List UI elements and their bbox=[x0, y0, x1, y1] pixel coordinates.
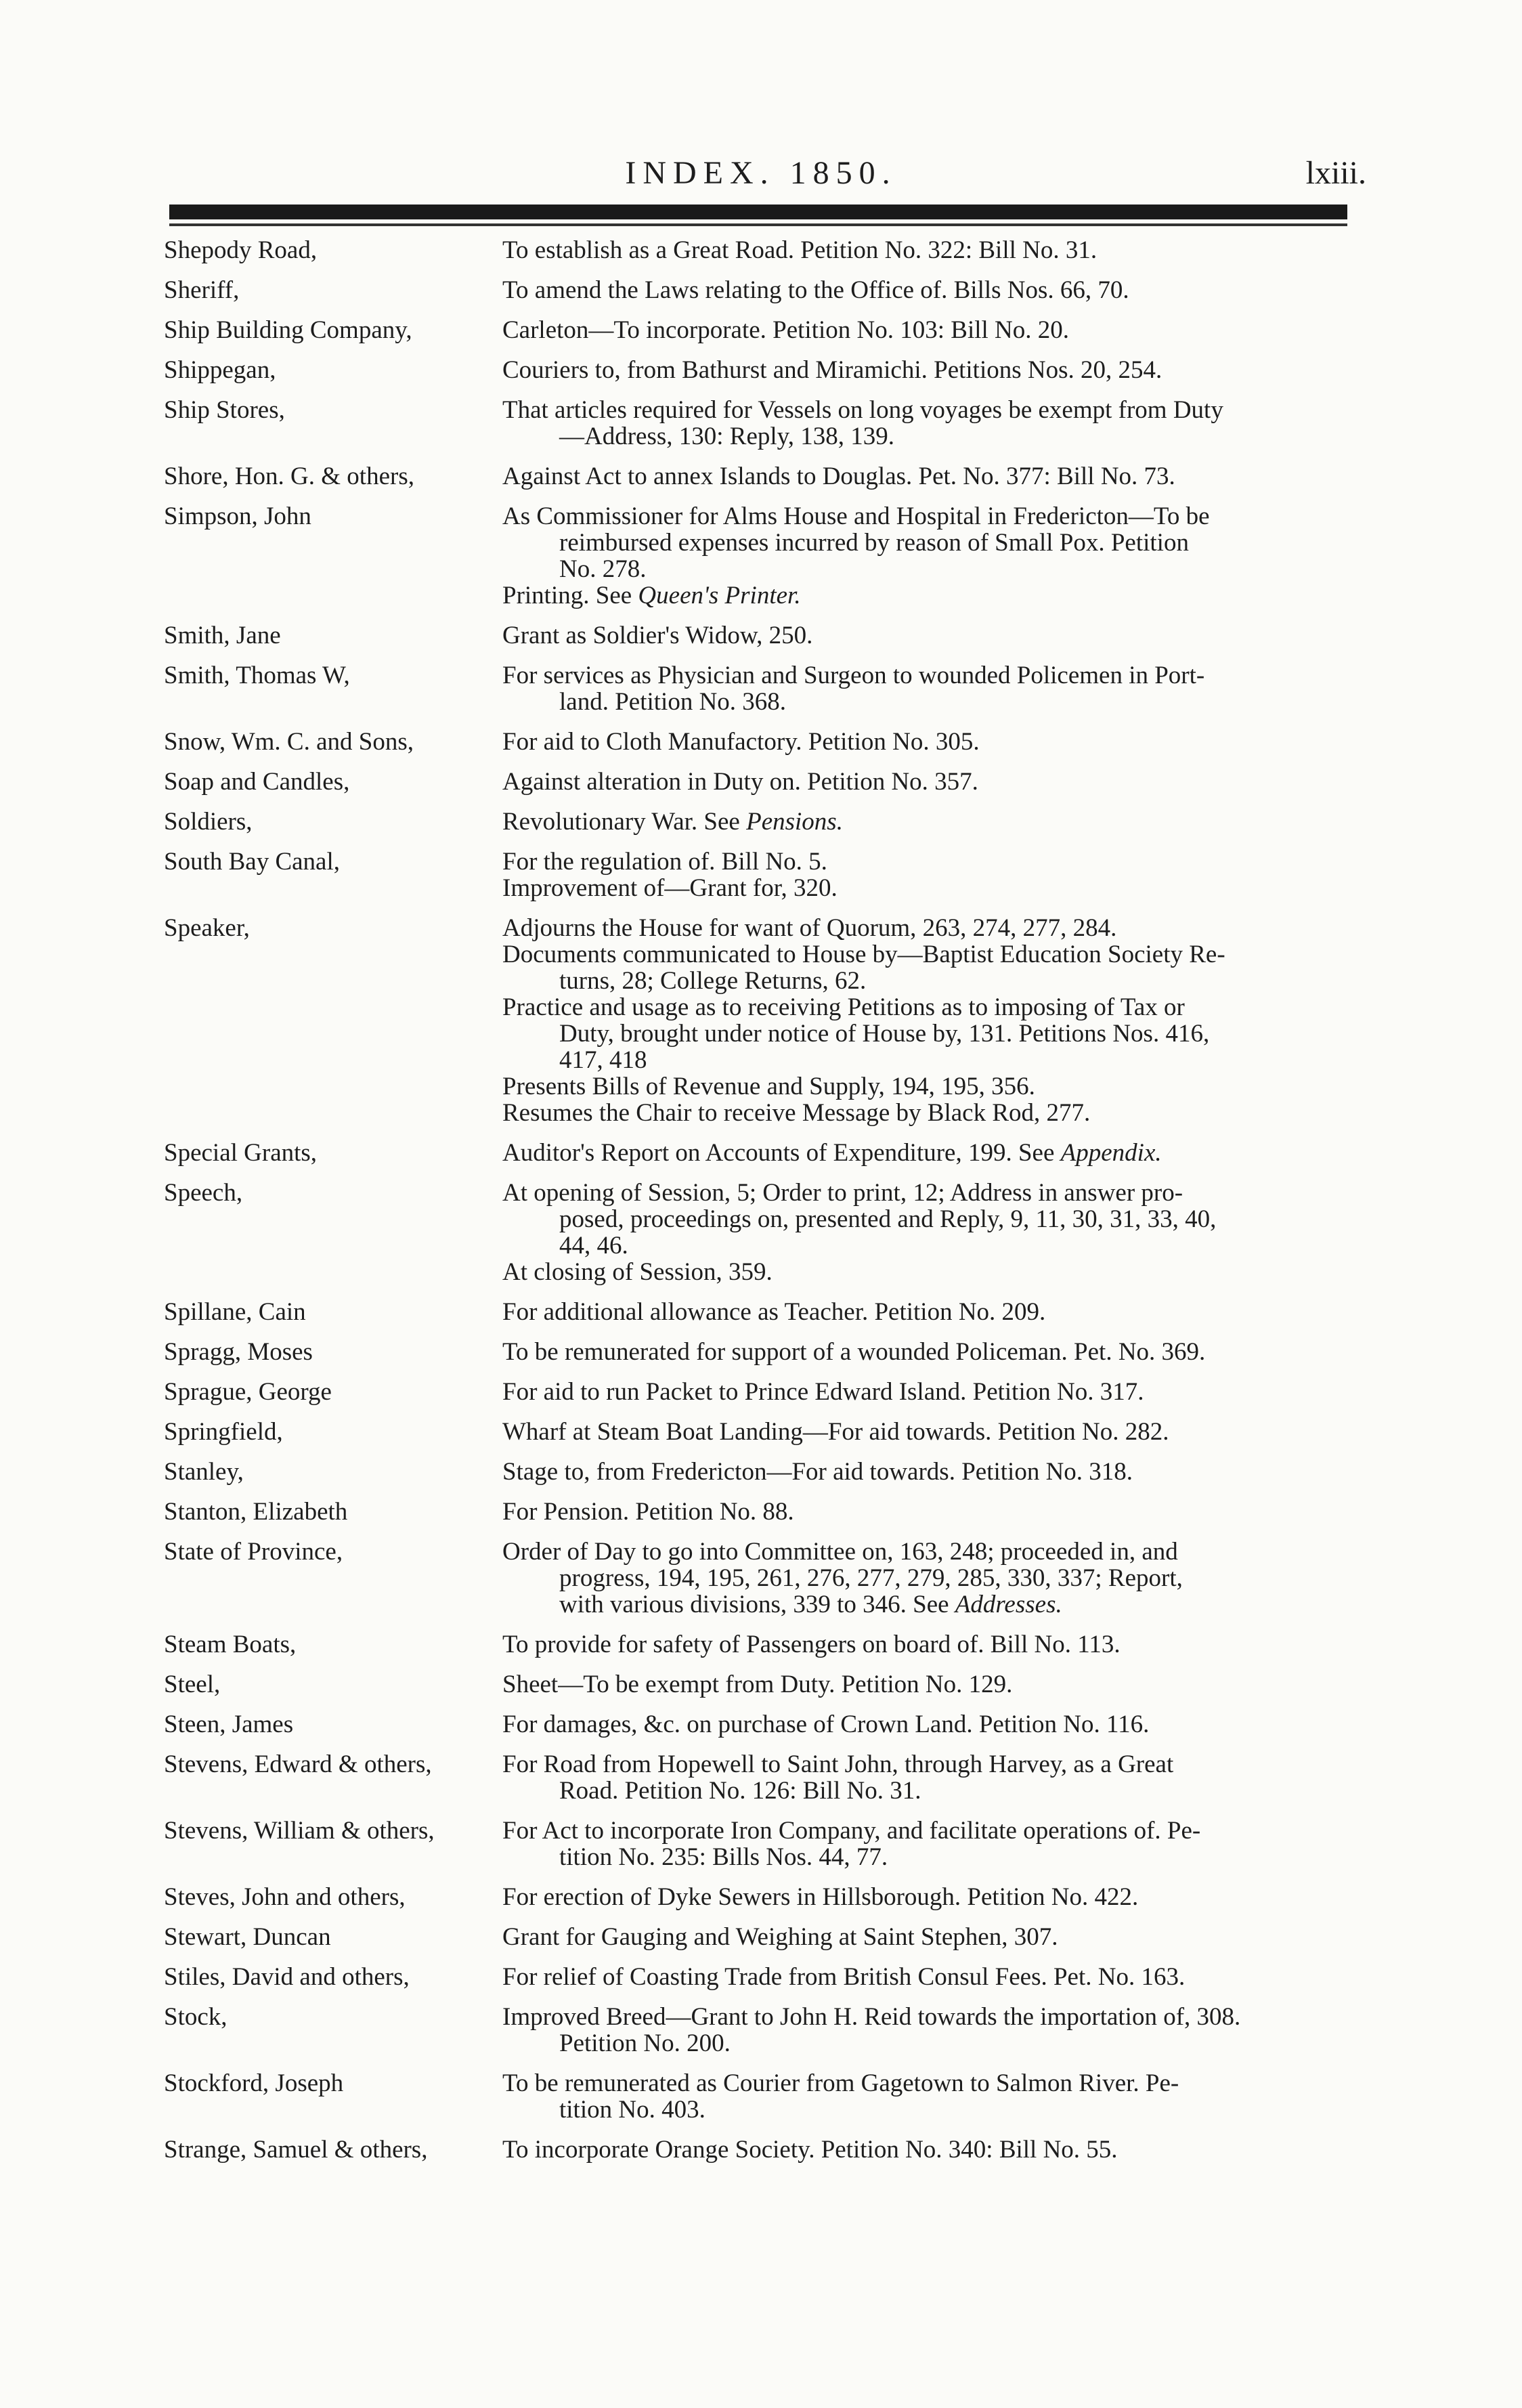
entry-name: Speech, bbox=[164, 1179, 243, 1207]
description-text: Sheet—To be exempt from Duty. Petition No. 129. bbox=[502, 1671, 1013, 1698]
description-line bbox=[502, 556, 1357, 582]
entry-name: Ship Stores, bbox=[164, 396, 285, 424]
entry-name: Sprague, George bbox=[164, 1378, 332, 1406]
description-text: For erection of Dyke Sewers in Hillsborough. Petition No. 422. bbox=[502, 1883, 1139, 1911]
description-line bbox=[502, 1459, 1357, 1485]
description-line bbox=[502, 994, 1357, 1020]
description-text: Improved Breed—Grant to John H. Reid towards the importation of, 308. bbox=[502, 2003, 1241, 2031]
entry-description bbox=[502, 1140, 1357, 1166]
entry-description bbox=[502, 397, 1357, 450]
entry-name: Strange, Samuel & others, bbox=[164, 2136, 428, 2164]
page-number: lxiii. bbox=[1305, 155, 1366, 191]
entry-name: Stanley, bbox=[164, 1458, 244, 1486]
entry-name: State of Province, bbox=[164, 1538, 343, 1566]
description-line bbox=[502, 503, 1357, 530]
description-text: Carleton—To incorporate. Petition No. 103: Bill No. 20. bbox=[502, 316, 1069, 344]
description-line bbox=[502, 397, 1357, 423]
description-text: reimbursed expenses incurred by reason of Small Pox. Petition bbox=[559, 529, 1189, 557]
description-text: Order of Day to go into Committee on, 163, 248; proceeded in, and bbox=[502, 1538, 1178, 1566]
entry-description bbox=[502, 277, 1357, 303]
entry-name: Steel, bbox=[164, 1671, 221, 1698]
description-text: To be remunerated for support of a wounded Policeman. Pet. No. 369. bbox=[502, 1338, 1206, 1366]
entry-description bbox=[502, 1964, 1357, 1990]
description-line bbox=[502, 317, 1357, 343]
description-text: with various divisions, 339 to 346. See bbox=[559, 1591, 949, 1618]
entry-name: Speaker, bbox=[164, 914, 250, 942]
description-line bbox=[502, 769, 1357, 795]
cross-reference: Queen's Printer. bbox=[638, 582, 801, 609]
description-line bbox=[502, 809, 1357, 835]
entry-description bbox=[502, 1499, 1357, 1525]
entry-description bbox=[502, 1419, 1357, 1445]
description-line bbox=[502, 729, 1357, 755]
entry-name: Steam Boats, bbox=[164, 1631, 297, 1658]
entry-description bbox=[502, 1884, 1357, 1910]
description-line bbox=[502, 1751, 1357, 1778]
entry-description bbox=[502, 769, 1357, 795]
description-text: tition No. 235: Bills Nos. 44, 77. bbox=[559, 1843, 888, 1871]
description-text: No. 278. bbox=[559, 555, 647, 583]
description-line bbox=[502, 2097, 1357, 2123]
description-line bbox=[502, 2070, 1357, 2097]
description-line bbox=[502, 689, 1357, 715]
description-text: For additional allowance as Teacher. Petition No. 209. bbox=[502, 1298, 1046, 1326]
entry-description bbox=[502, 2136, 1357, 2163]
description-text: For the regulation of. Bill No. 5. bbox=[502, 848, 827, 876]
description-text: Petition No. 200. bbox=[559, 2029, 731, 2057]
description-text: Practice and usage as to receiving Petitions as to imposing of Tax or bbox=[502, 993, 1185, 1021]
entry-name: Stockford, Joseph bbox=[164, 2069, 344, 2097]
description-text: For services as Physician and Surgeon to wounded Policemen in Port- bbox=[502, 662, 1205, 689]
description-text: posed, proceedings on, presented and Reply, 9, 11, 30, 31, 33, 40, bbox=[559, 1205, 1217, 1233]
entry-name: Sheriff, bbox=[164, 276, 240, 304]
description-text: For relief of Coasting Trade from British Consul Fees. Pet. No. 163. bbox=[502, 1963, 1186, 1991]
description-line bbox=[502, 2030, 1357, 2057]
description-text: Grant for Gauging and Weighing at Saint Stephen, 307. bbox=[502, 1923, 1058, 1951]
description-line bbox=[502, 915, 1357, 941]
description-line bbox=[502, 1299, 1357, 1325]
description-text: To amend the Laws relating to the Office of. Bills Nos. 66, 70. bbox=[502, 276, 1129, 304]
entry-description bbox=[502, 1539, 1357, 1618]
entry-description bbox=[502, 1671, 1357, 1698]
description-text: Against Act to annex Islands to Douglas. Pet. No. 377: Bill No. 73. bbox=[502, 463, 1175, 490]
description-text: —Address, 130: Reply, 138, 139. bbox=[559, 423, 895, 450]
description-text: 417, 418 bbox=[559, 1046, 647, 1074]
description-line bbox=[502, 2136, 1357, 2163]
description-line bbox=[502, 622, 1357, 649]
entry-description bbox=[502, 1379, 1357, 1405]
entry-description bbox=[502, 809, 1357, 835]
description-line bbox=[502, 1379, 1357, 1405]
description-text: Improvement of—Grant for, 320. bbox=[502, 874, 838, 902]
entry-name: Spragg, Moses bbox=[164, 1338, 313, 1366]
entry-description bbox=[502, 915, 1357, 1126]
description-line bbox=[502, 1924, 1357, 1950]
description-line bbox=[502, 1711, 1357, 1738]
description-line bbox=[502, 1499, 1357, 1525]
entry-name: South Bay Canal, bbox=[164, 848, 341, 876]
description-text: To incorporate Orange Society. Petition No. 340: Bill No. 55. bbox=[502, 2136, 1118, 2164]
entry-name: Shepody Road, bbox=[164, 236, 318, 264]
description-text: To establish as a Great Road. Petition No. 322: Bill No. 31. bbox=[502, 236, 1097, 264]
description-text: Couriers to, from Bathurst and Miramichi. Petitions Nos. 20, 254. bbox=[502, 356, 1162, 384]
entry-name: Smith, Thomas W, bbox=[164, 662, 350, 689]
description-line bbox=[502, 968, 1357, 994]
description-line bbox=[502, 848, 1357, 875]
description-line bbox=[502, 1206, 1357, 1232]
description-text: Road. Petition No. 126: Bill No. 31. bbox=[559, 1777, 921, 1805]
description-line bbox=[502, 1232, 1357, 1259]
description-text: tition No. 403. bbox=[559, 2096, 705, 2124]
entry-description bbox=[502, 848, 1357, 901]
cross-reference: Addresses. bbox=[955, 1591, 1062, 1618]
description-line bbox=[502, 1539, 1357, 1565]
entry-name: Stevens, William & others, bbox=[164, 1817, 435, 1845]
description-line bbox=[502, 1778, 1357, 1804]
description-text: land. Petition No. 368. bbox=[559, 688, 787, 716]
header-rule-thin bbox=[169, 223, 1347, 226]
entry-description bbox=[502, 1631, 1357, 1658]
description-line bbox=[502, 1565, 1357, 1591]
description-line bbox=[502, 1020, 1357, 1047]
description-line bbox=[502, 277, 1357, 303]
description-line bbox=[502, 1591, 1357, 1618]
entry-name: Stock, bbox=[164, 2003, 227, 2031]
description-text: To provide for safety of Passengers on board of. Bill No. 113. bbox=[502, 1631, 1121, 1658]
description-text: Revolutionary War. See bbox=[502, 808, 740, 836]
description-text: Presents Bills of Revenue and Supply, 194, 195, 356. bbox=[502, 1073, 1035, 1100]
entry-description bbox=[502, 662, 1357, 715]
entry-name: Soldiers, bbox=[164, 808, 253, 836]
entry-name: Steen, James bbox=[164, 1711, 294, 1738]
entry-name: Simpson, John bbox=[164, 502, 311, 530]
description-line bbox=[502, 2004, 1357, 2030]
description-line bbox=[502, 582, 1357, 609]
description-line bbox=[502, 1180, 1357, 1206]
description-line bbox=[502, 662, 1357, 689]
entry-description bbox=[502, 463, 1357, 490]
entry-description bbox=[502, 622, 1357, 649]
entry-name: Ship Building Company, bbox=[164, 316, 412, 344]
entry-description bbox=[502, 357, 1357, 383]
entry-name: Steves, John and others, bbox=[164, 1883, 406, 1911]
description-text: Against alteration in Duty on. Petition No. 357. bbox=[502, 768, 978, 796]
description-text: For aid to run Packet to Prince Edward Island. Petition No. 317. bbox=[502, 1378, 1144, 1406]
description-line bbox=[502, 530, 1357, 556]
entry-name: Stiles, David and others, bbox=[164, 1963, 410, 1991]
cross-reference: Appendix. bbox=[1060, 1139, 1162, 1167]
entry-name: Snow, Wm. C. and Sons, bbox=[164, 728, 414, 756]
description-line bbox=[502, 941, 1357, 968]
entry-name: Shippegan, bbox=[164, 356, 276, 384]
entry-description bbox=[502, 1751, 1357, 1804]
description-text: Resumes the Chair to receive Message by Black Rod, 277. bbox=[502, 1099, 1091, 1127]
description-text: For aid to Cloth Manufactory. Petition No. 305. bbox=[502, 728, 980, 756]
description-line bbox=[502, 463, 1357, 490]
entry-name: Stanton, Elizabeth bbox=[164, 1498, 348, 1526]
entry-description bbox=[502, 1299, 1357, 1325]
entry-description bbox=[502, 1180, 1357, 1285]
description-line bbox=[502, 1844, 1357, 1870]
description-line bbox=[502, 1631, 1357, 1658]
entry-name: Spillane, Cain bbox=[164, 1298, 306, 1326]
description-line bbox=[502, 1047, 1357, 1073]
entry-name: Stewart, Duncan bbox=[164, 1923, 331, 1951]
description-line bbox=[502, 1259, 1357, 1285]
description-text: progress, 194, 195, 261, 276, 277, 279, 285, 330, 337; Report, bbox=[559, 1564, 1183, 1592]
description-line bbox=[502, 1100, 1357, 1126]
description-text: As Commissioner for Alms House and Hospital in Fredericton—To be bbox=[502, 502, 1210, 530]
header-rule bbox=[169, 205, 1347, 219]
entry-description bbox=[502, 2004, 1357, 2057]
description-text: turns, 28; College Returns, 62. bbox=[559, 967, 867, 995]
description-text: For Act to incorporate Iron Company, and facilitate operations of. Pe- bbox=[502, 1817, 1201, 1845]
description-line bbox=[502, 357, 1357, 383]
description-text: Documents communicated to House by—Baptist Education Society Re- bbox=[502, 941, 1225, 968]
description-text: Printing. See bbox=[502, 582, 632, 609]
entry-name: Special Grants, bbox=[164, 1139, 318, 1167]
description-text: That articles required for Vessels on long voyages be exempt from Duty bbox=[502, 396, 1223, 424]
description-line bbox=[502, 1818, 1357, 1844]
description-line bbox=[502, 1964, 1357, 1990]
entry-name: Springfield, bbox=[164, 1418, 283, 1446]
description-line bbox=[502, 1419, 1357, 1445]
description-text: To be remunerated as Courier from Gagetown to Salmon River. Pe- bbox=[502, 2069, 1179, 2097]
description-line bbox=[502, 1671, 1357, 1698]
entry-description bbox=[502, 1711, 1357, 1738]
description-text: Wharf at Steam Boat Landing—For aid towards. Petition No. 282. bbox=[502, 1418, 1169, 1446]
description-text: Auditor's Report on Accounts of Expenditure, 199. See bbox=[502, 1139, 1055, 1167]
description-text: Grant as Soldier's Widow, 250. bbox=[502, 622, 813, 649]
description-text: 44, 46. bbox=[559, 1232, 628, 1260]
entry-description bbox=[502, 2070, 1357, 2123]
entry-name: Stevens, Edward & others, bbox=[164, 1750, 432, 1778]
description-line bbox=[502, 237, 1357, 263]
description-line bbox=[502, 1339, 1357, 1365]
cross-reference: Pensions. bbox=[746, 808, 843, 836]
entry-name: Soap and Candles, bbox=[164, 768, 350, 796]
description-text: For damages, &c. on purchase of Crown Land. Petition No. 116. bbox=[502, 1711, 1150, 1738]
description-line bbox=[502, 423, 1357, 450]
description-text: At closing of Session, 359. bbox=[502, 1258, 773, 1286]
entry-description bbox=[502, 1818, 1357, 1870]
page-header bbox=[0, 154, 1522, 202]
entry-description bbox=[502, 1924, 1357, 1950]
entry-description bbox=[502, 1339, 1357, 1365]
entry-name: Shore, Hon. G. & others, bbox=[164, 463, 414, 490]
description-text: Stage to, from Fredericton—For aid towards. Petition No. 318. bbox=[502, 1458, 1133, 1486]
entry-description bbox=[502, 503, 1357, 609]
description-text: Adjourns the House for want of Quorum, 263, 274, 277, 284. bbox=[502, 914, 1117, 942]
entry-description bbox=[502, 237, 1357, 263]
description-line bbox=[502, 875, 1357, 901]
description-line bbox=[502, 1073, 1357, 1100]
description-text: At opening of Session, 5; Order to print, 12; Address in answer pro- bbox=[502, 1179, 1183, 1207]
description-line bbox=[502, 1140, 1357, 1166]
description-text: For Pension. Petition No. 88. bbox=[502, 1498, 794, 1526]
page-title: INDEX. 1850. bbox=[625, 155, 897, 191]
entry-description bbox=[502, 729, 1357, 755]
entry-name: Smith, Jane bbox=[164, 622, 281, 649]
description-text: Duty, brought under notice of House by, 131. Petitions Nos. 416, bbox=[559, 1020, 1210, 1048]
description-line bbox=[502, 1884, 1357, 1910]
description-text: For Road from Hopewell to Saint John, through Harvey, as a Great bbox=[502, 1750, 1174, 1778]
entry-description bbox=[502, 317, 1357, 343]
entry-description bbox=[502, 1459, 1357, 1485]
